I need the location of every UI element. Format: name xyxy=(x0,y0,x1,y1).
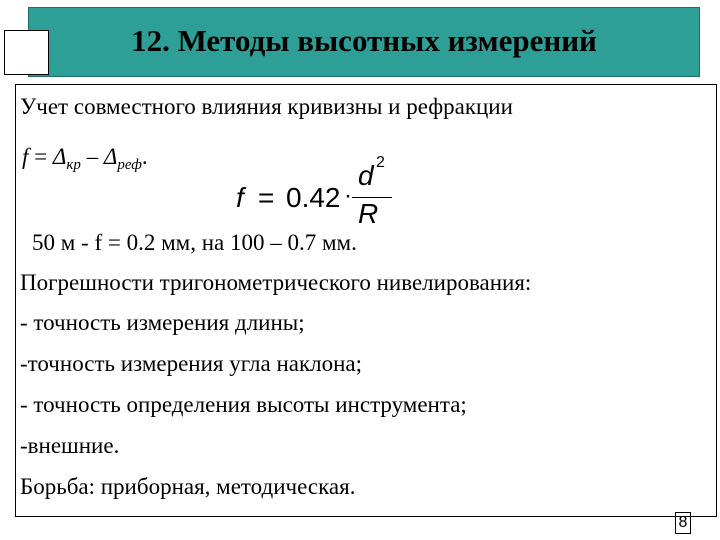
formula2-f: f xyxy=(236,182,244,213)
corner-decoration xyxy=(4,30,49,75)
formula-delta1: Δ xyxy=(52,144,67,169)
formula-sub2: реф xyxy=(117,157,142,173)
formula2-eq: = xyxy=(258,182,275,213)
text-line-4: - точность измерения длины; xyxy=(20,310,305,335)
text-line-8: Борьба: приборная, методическая. xyxy=(20,474,356,499)
text-line-1: Учет совместного влияния кривизны и рефракции xyxy=(20,94,513,119)
formula-sub1: кр xyxy=(66,157,81,173)
formula2-numerator: d xyxy=(358,160,374,191)
text-line-3: Погрешности тригонометрического нивелирования: xyxy=(20,270,532,295)
formula-eq: = xyxy=(28,144,53,169)
text-line-5: -точность измерения угла наклона; xyxy=(20,351,363,376)
title-bar xyxy=(28,7,700,77)
text-line-6: - точность определения высоты инструмента; xyxy=(20,392,467,417)
formula2-dot: · xyxy=(344,182,352,209)
formula-delta2: Δ xyxy=(103,144,118,169)
text-line-2: 50 м - f = 0.2 мм, на 100 – 0.7 мм. xyxy=(32,230,357,255)
formula-f: f xyxy=(22,144,29,169)
slide-title: 12. Методы высотных измерений xyxy=(131,23,597,58)
formula-minus: – xyxy=(80,144,104,169)
formula-end: . xyxy=(141,144,148,169)
formula-inline xyxy=(22,144,148,174)
formula-display xyxy=(236,152,396,232)
text-line-7: -внешние. xyxy=(20,433,120,458)
formula2-denominator: R xyxy=(358,198,379,229)
formula2-coef: 0.42 xyxy=(286,182,341,213)
page-number: 8 xyxy=(675,512,691,534)
formula2-exponent: 2 xyxy=(376,154,385,171)
